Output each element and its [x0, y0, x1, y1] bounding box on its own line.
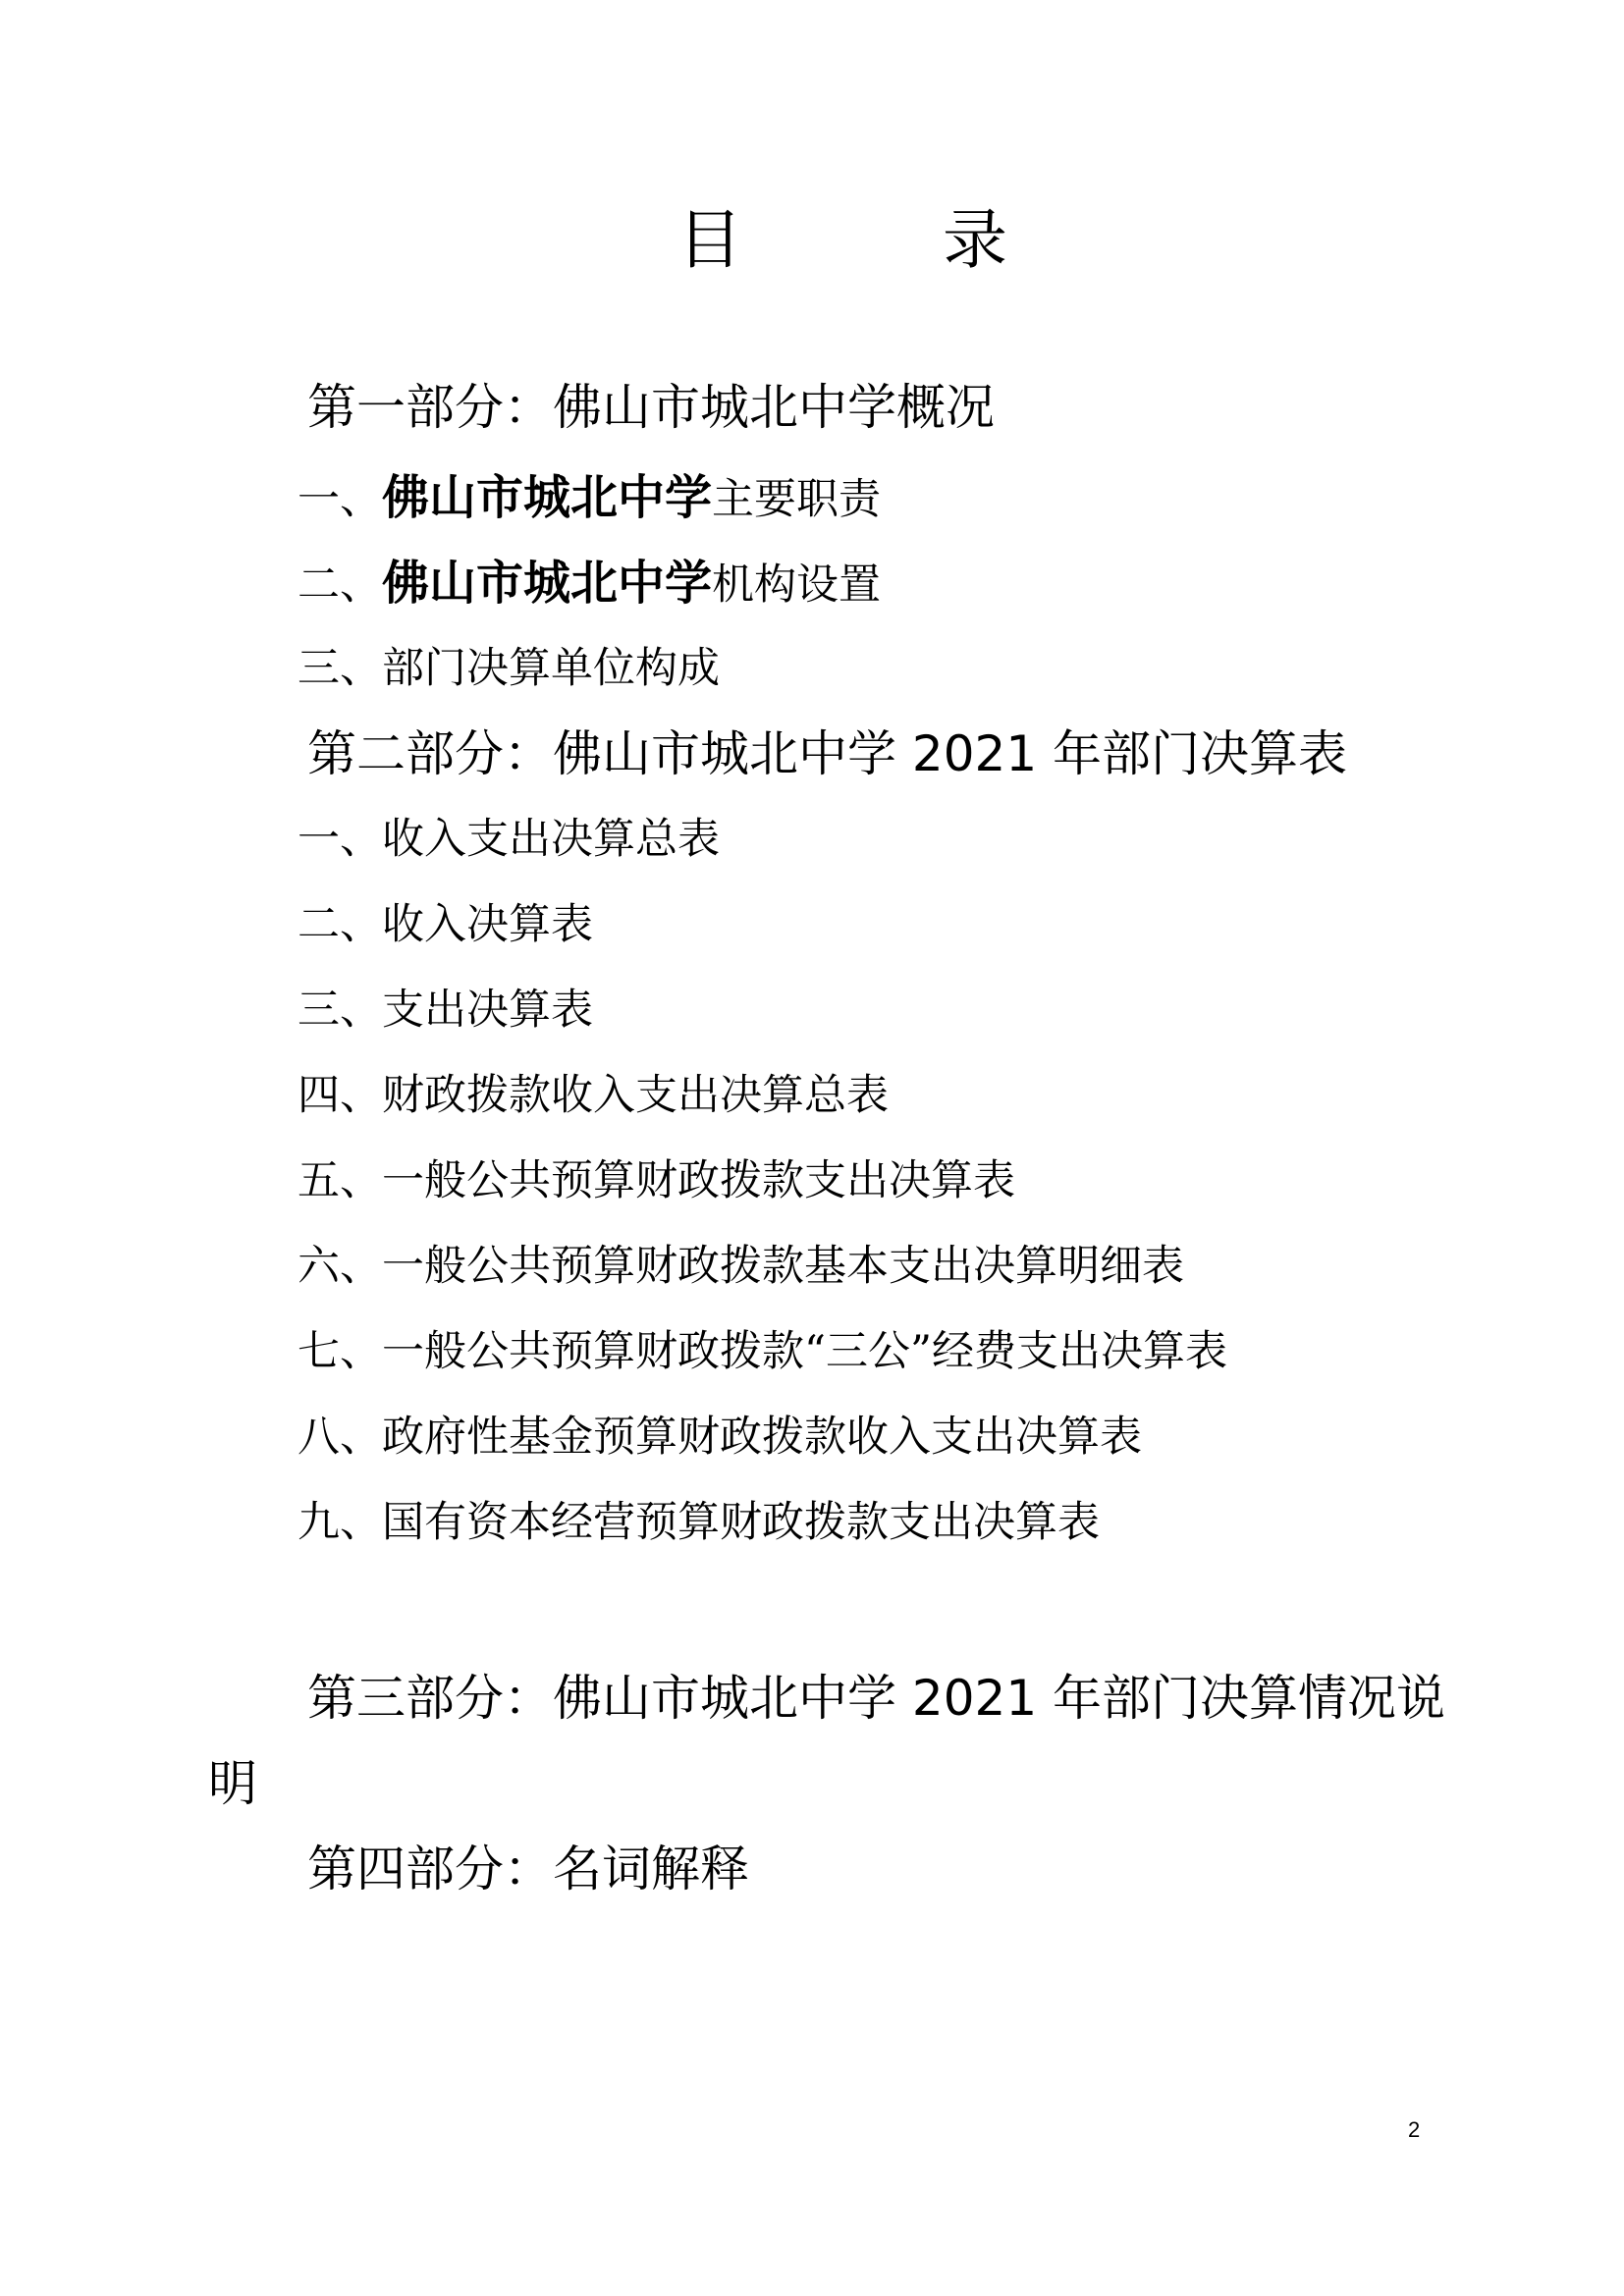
toc-part2-item-8: 八、政府性基金预算财政拨款收入支出决算表 [298, 1413, 1142, 1462]
toc-part2-item-6: 六、一般公共预算财政拨款基本支出决算明细表 [298, 1242, 1184, 1291]
toc-part3-heading-wrap: 明 [208, 1755, 257, 1812]
toc-item-org-name: 佛山市城北中学 [382, 470, 713, 525]
toc-part2-item-9: 九、国有资本经营预算财政拨款支出决算表 [298, 1498, 1100, 1547]
title-char-1: 目 [677, 202, 742, 278]
toc-part1-heading: 第一部分：佛山市城北中学概况 [307, 379, 995, 436]
toc-part1-item-1 [298, 468, 881, 529]
toc-part2-item-1: 一、收入支出决算总表 [298, 815, 720, 864]
toc-part2-item-7: 七、一般公共预算财政拨款“三公”经费支出决算表 [298, 1327, 1227, 1376]
toc-part1-item-2 [298, 554, 881, 614]
page-number: 2 [1408, 2117, 1421, 2142]
toc-item-prefix: 一、 [298, 475, 382, 524]
toc-part2-item-2: 二、收入决算表 [298, 900, 593, 949]
toc-item-org-name: 佛山市城北中学 [382, 556, 713, 611]
toc-item-suffix: 机构设置 [712, 561, 882, 610]
toc-item-prefix: 二、 [298, 561, 382, 610]
toc-item-suffix: 主要职责 [712, 475, 882, 524]
toc-part2-item-4: 四、财政拨款收入支出决算总表 [298, 1071, 889, 1120]
toc-part4-heading: 第四部分：名词解释 [307, 1841, 749, 1897]
toc-part2-heading: 第二部分：佛山市城北中学 2021 年部门决算表 [307, 725, 1348, 782]
toc-item-text: 部门决算单位构成 [382, 644, 720, 693]
toc-part2-item-3: 三、支出决算表 [298, 986, 593, 1035]
toc-part3-heading: 第三部分：佛山市城北中学 2021 年部门决算情况说 [307, 1670, 1446, 1727]
toc-item-prefix: 三、 [298, 644, 382, 693]
toc-part2-item-5: 五、一般公共预算财政拨款支出决算表 [298, 1156, 1015, 1205]
toc-part1-item-3 [298, 639, 720, 698]
title-char-2: 录 [943, 202, 1007, 278]
